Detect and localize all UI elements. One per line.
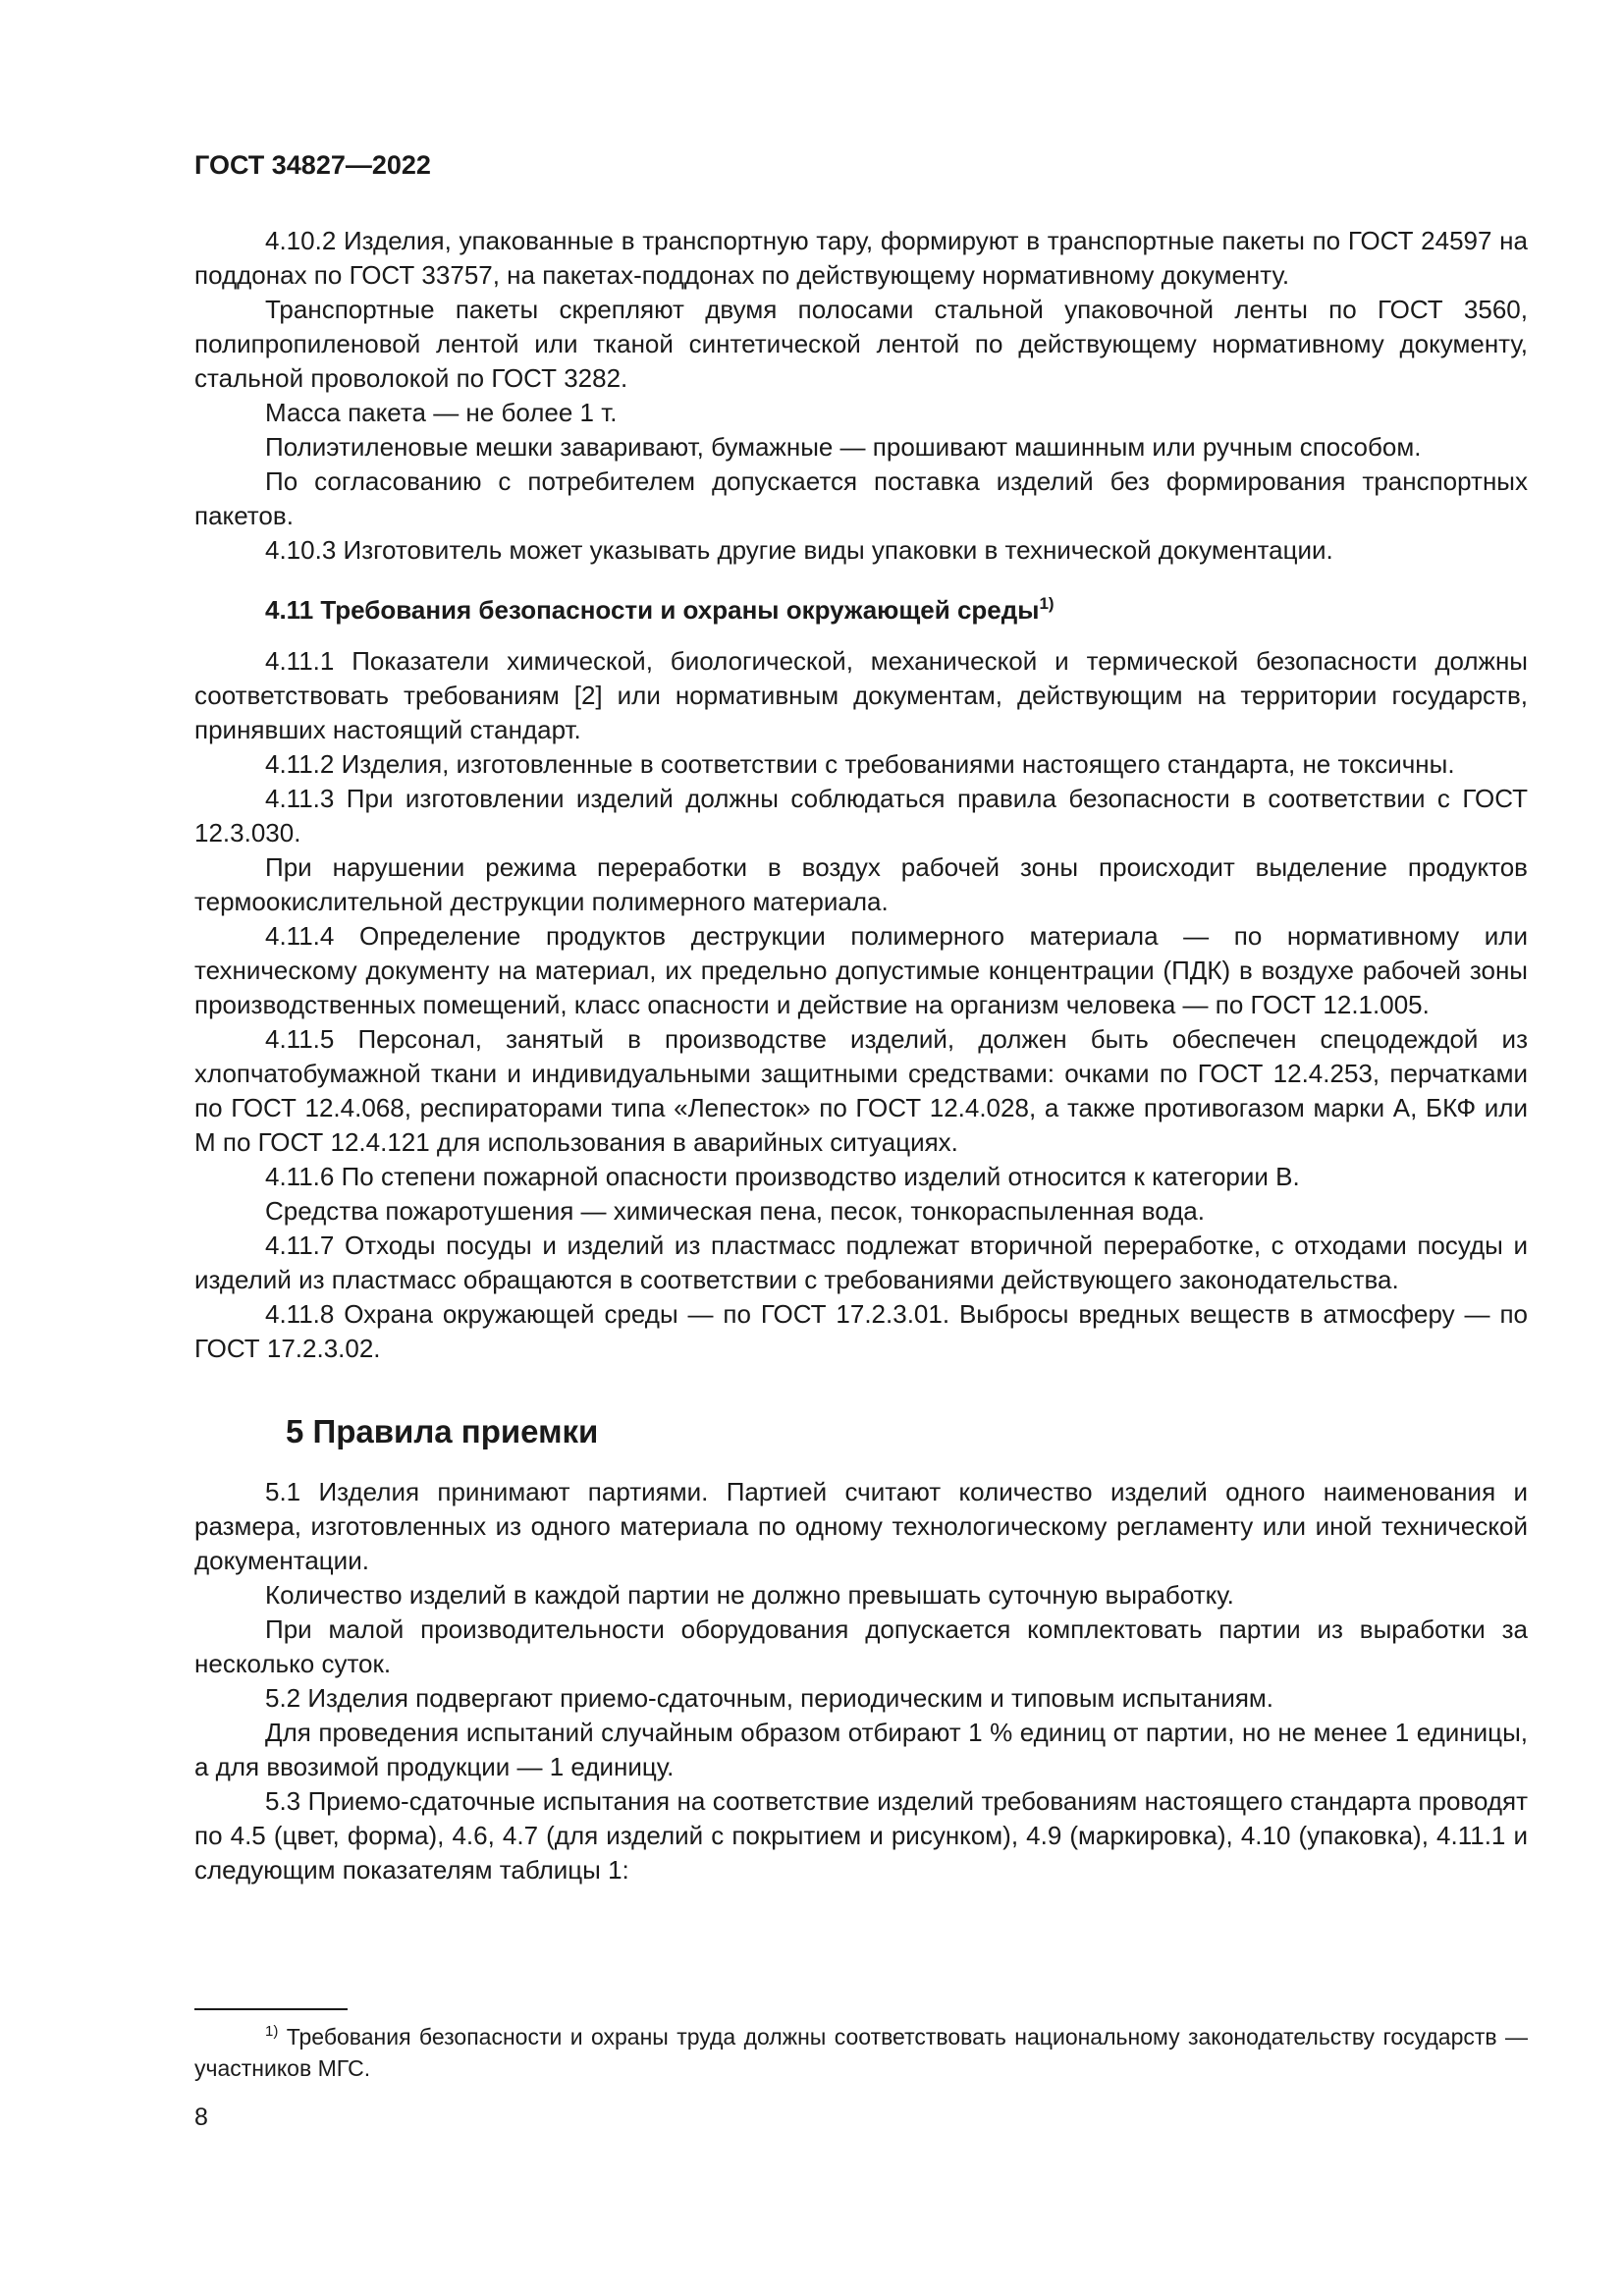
footnote-reference: 1) [1039, 594, 1055, 613]
paragraph: 4.11.2 Изделия, изготовленные в соответствии с требованиями настоящего стандарта, не токсичны. [265, 749, 1455, 779]
paragraph: 4.11.6 По степени пожарной опасности производство изделий относится к категории В. [265, 1162, 1300, 1191]
page-number: 8 [194, 2104, 208, 2131]
safety-paragraphs [194, 644, 1528, 1366]
paragraph: 5.1 Изделия принимают партиями. Партией считают количество изделий одного наименования и размера, изготовленных из одного материала по одному технологическому регламенту или иной технической документации. [194, 1477, 1528, 1575]
paragraph: 4.11.5 Персонал, занятый в производстве изделий, должен быть обеспечен спецодеждой из хлопчатобумажной ткани и индивидуальными защитными средствами: очками по ГОСТ 12.4.253, перчатками по ГОСТ 12.4.068, респираторами типа «Лепесток» по ГОСТ 12.4.028, а также противогазом марки А, БКФ или М по ГОСТ 12.4.121 для использования в аварийных ситуациях. [194, 1024, 1528, 1157]
paragraph: При нарушении режима переработки в воздух рабочей зоны происходит выделение продуктов термоокислительной деструкции полимерного материала. [194, 852, 1528, 916]
section-heading-5: 5 Правила приемки [286, 1413, 599, 1449]
paragraph: Масса пакета — не более 1 т. [265, 398, 618, 427]
paragraph: 4.11.8 Охрана окружающей среды — по ГОСТ 17.2.3.01. Выбросы вредных веществ в атмосферу — по ГОСТ 17.2.3.02. [194, 1299, 1528, 1363]
section-heading-4-11 [265, 593, 1528, 628]
packaging-paragraphs [194, 224, 1528, 568]
section-heading-text: 4.11 Требования безопасности и охраны окружающей среды [265, 595, 1040, 625]
paragraph: 5.3 Приемо-сдаточные испытания на соответствие изделий требованиям настоящего стандарта проводят по 4.5 (цвет, форма), 4.6, 4.7 (для изделий с покрытием и рисунком), 4.9 (маркировка), 4.10 (упаковка), 4.11.1 и следующим показателям таблицы 1: [194, 1786, 1528, 1885]
paragraph: По согласованию с потребителем допускается поставка изделий без формирования транспортных пакетов. [194, 466, 1528, 530]
footnote-text: Требования безопасности и охраны труда должны соответствовать национальному законодательству государств — участников МГС. [194, 2024, 1528, 2081]
paragraph: 5.2 Изделия подвергают приемо-сдаточным, периодическим и типовым испытаниям. [265, 1683, 1274, 1713]
paragraph: 4.11.4 Определение продуктов деструкции полимерного материала — по нормативному или техническому документу на материал, их предельно допустимые концентрации (ПДК) в воздухе рабочей зоны производственных помещений, класс опасности и действие на организм человека — по ГОСТ 12.1.005. [194, 921, 1528, 1019]
paragraph: 4.10.3 Изготовитель может указывать другие виды упаковки в технической документации. [265, 535, 1333, 565]
paragraph: При малой производительности оборудования допускается комплектовать партии из выработки за несколько суток. [194, 1614, 1528, 1678]
paragraph: 4.11.1 Показатели химической, биологической, механической и термической безопасности должны соответствовать требованиям [2] или нормативным документам, действующим на территории государств, принявших настоящий стандарт. [194, 646, 1528, 744]
paragraph: 4.10.2 Изделия, упакованные в транспортную тару, формируют в транспортные пакеты по ГОСТ 24597 на поддонах по ГОСТ 33757, на пакетах-поддонах по действующему нормативному документу. [194, 226, 1528, 290]
paragraph: 4.11.3 При изготовлении изделий должны соблюдаться правила безопасности в соответствии с ГОСТ 12.3.030. [194, 784, 1528, 847]
paragraph: 4.11.7 Отходы посуды и изделий из пластмасс подлежат вторичной переработке, с отходами посуды и изделий из пластмасс обращаются в соответствии с требованиями действующего законодательства. [194, 1230, 1528, 1294]
footnote-divider [194, 2008, 348, 2010]
paragraph: Для проведения испытаний случайным образом отбирают 1 % единиц от партии, но не менее 1 единицы, а для ввозимой продукции — 1 единицу. [194, 1718, 1528, 1781]
paragraph: Средства пожаротушения — химическая пена, песок, тонкораспыленная вода. [265, 1196, 1205, 1226]
acceptance-paragraphs [194, 1475, 1528, 1887]
document-header: ГОСТ 34827—2022 [194, 150, 431, 180]
page-body [194, 224, 1528, 1887]
footnote-mark: 1) [265, 2023, 279, 2040]
paragraph: Полиэтиленовые мешки заваривают, бумажные — прошивают машинным или ручным способом. [265, 432, 1422, 462]
paragraph: Количество изделий в каждой партии не должно превышать суточную выработку. [265, 1580, 1234, 1610]
footnote [194, 2021, 1528, 2084]
paragraph: Транспортные пакеты скрепляют двумя полосами стальной упаковочной ленты по ГОСТ 3560, полипропиленовой лентой или тканой синтетической лентой по действующему нормативному документу, стальной проволокой по ГОСТ 3282. [194, 295, 1528, 393]
